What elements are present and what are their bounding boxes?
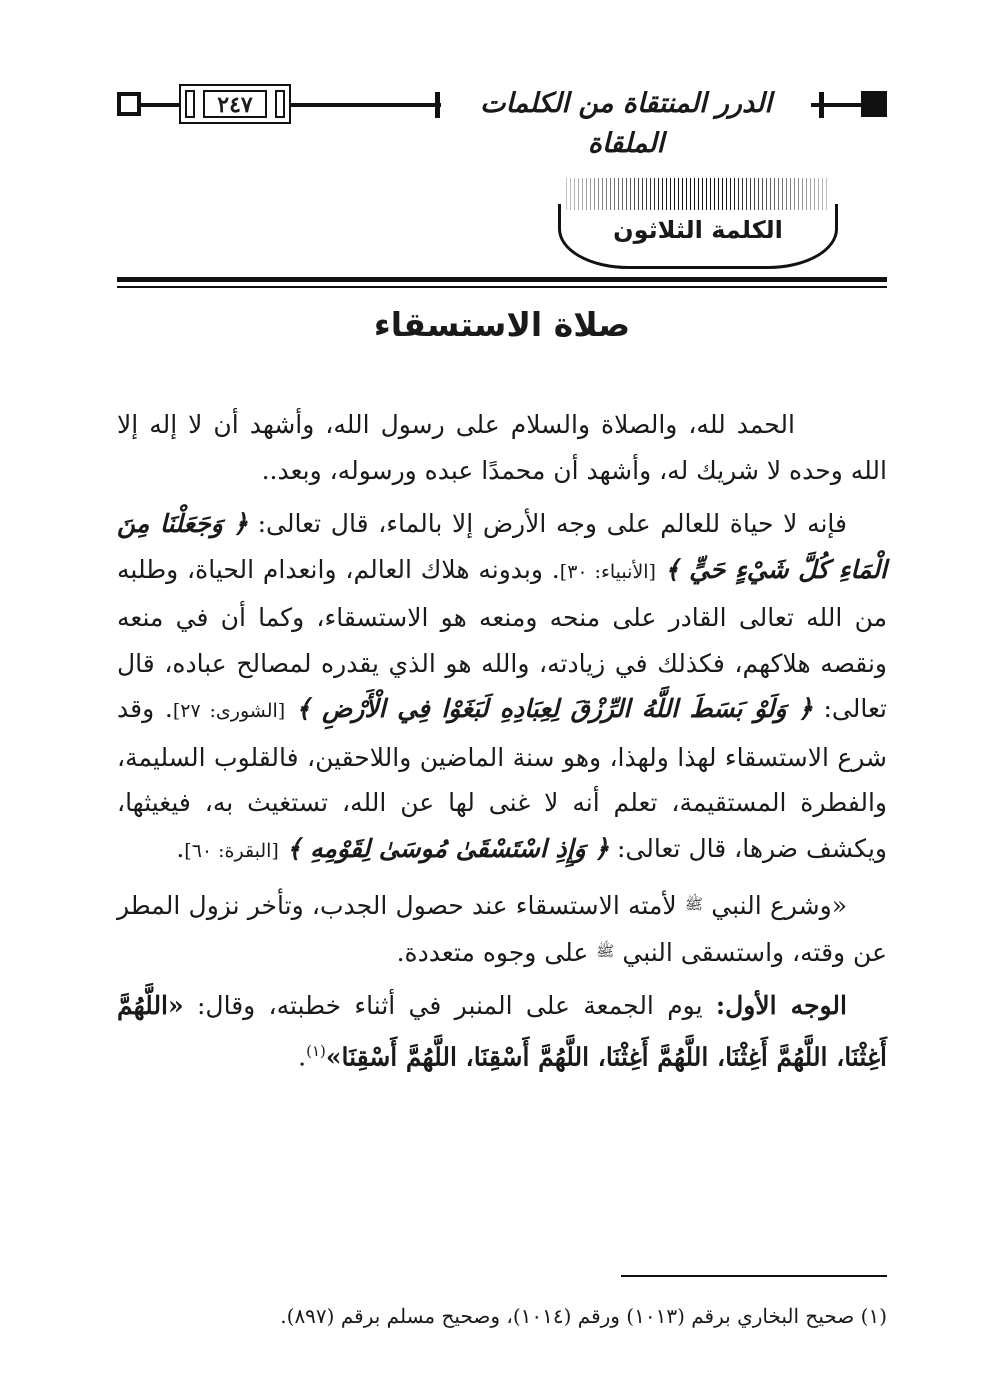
chapter-label-box [558, 172, 838, 268]
page-number-frame [179, 84, 291, 124]
header-right-square [861, 91, 887, 117]
quran-verse: ﴿ وَجَعَلْنَا مِنَ الْمَاءِ كُلَّ شَيْءٍ حَيٍّ ﴾ [117, 509, 887, 584]
verse-reference: [الأنبياء: ٣٠] [559, 560, 656, 583]
verse-reference: [البقرة: ٦٠] [184, 839, 279, 862]
header-left-square [117, 92, 141, 116]
text-span: على وجوه متعددة. [396, 937, 589, 967]
text-span: «وشرع النبي [711, 891, 847, 920]
text-span: . [176, 833, 185, 863]
verse-reference: [الشورى: ٢٧] [172, 700, 286, 722]
footnote-rule [621, 1275, 887, 1277]
text-span: . [298, 1041, 307, 1071]
text-span: . وبدونه هلاك العالم، وانعدام الحياة، وطلبه من الله تعالى القادر على منحه ومنعه هو الاستسقاء، وكما أن في منعه ونقصه هلاكهم، فكذلك في زيادته، والله هو الذي يقدره لمصالح عباده، قال تعالى: [117, 554, 887, 723]
footnote-marker: (١) [306, 1041, 326, 1060]
chapter-label: الكلمة الثلاثون [578, 216, 818, 244]
salutation-mark: ﷺ [684, 895, 704, 913]
text-span: . وقد شرع الاستسقاء لهذا ولهذا، وهو سنة الماضين واللاحقين، فالقلوب السليمة، والفطرة المستقيمة، تعلم أنه لا غنى لها عن الله، تستغيث به، فيغيثها، ويكشف ضرها، قال تعالى: [117, 694, 887, 863]
paragraph-water [117, 501, 887, 874]
quran-verse: ﴿ وَإِذِ اسْتَسْقَىٰ مُوسَىٰ لِقَوْمِهِ ﴾ [286, 833, 610, 863]
salutation-mark: ﷺ [596, 941, 615, 960]
quran-verse: ﴿ وَلَوْ بَسَطَ اللَّهُ الرِّزْقَ لِعِبَادِهِ لَبَغَوْا فِي الْأَرْضِ ﴾ [295, 694, 813, 723]
term-heading: الوجه الأول: [715, 991, 847, 1020]
page-number: ٢٤٧ [203, 90, 267, 118]
text-span: لأمته الاستسقاء عند حصول الجدب، وتأخر نزول المطر عن وقته، واستسقى النبي [117, 891, 887, 967]
body-text [117, 402, 887, 1087]
header-bar-right [819, 92, 824, 118]
text-span: يوم الجمعة على المنبر في أثناء خطبته، وقال: [196, 991, 703, 1020]
hadith-dua: «اللَّهُمَّ أَغِثْنَا، اللَّهُمَّ أَغِثْنَا، اللَّهُمَّ أَغِثْنَا، اللَّهُمَّ أَسْقِنَا، اللَّهُمَّ أَسْقِنَا» [117, 991, 887, 1071]
paragraph-opening: الحمد لله، والصلاة والسلام على رسول الله، وأشهد أن لا إله إلا الله وحده لا شريك له، وأشهد أن محمدًا عبده ورسوله، وبعد.. [117, 410, 887, 485]
running-header [117, 80, 887, 159]
text-span: فإنه لا حياة للعالم على وجه الأرض إلا بالماء، قال تعالى: [257, 509, 847, 538]
book-title: الدرر المنتقاة من الكلمات الملقاة [441, 84, 811, 124]
section-title: صلاة الاستسقاء [373, 305, 631, 344]
title-rule-thin [117, 286, 887, 288]
footnote: (١) صحيح البخاري برقم (١٠١٣) ورقم (١٠١٤)، وصحيح مسلم برقم (٨٩٧). [280, 1304, 887, 1328]
paragraph-prophet [117, 882, 887, 975]
paragraph-first-way [117, 983, 887, 1079]
title-rule-thick [117, 277, 887, 282]
header-bar-left [435, 92, 440, 118]
